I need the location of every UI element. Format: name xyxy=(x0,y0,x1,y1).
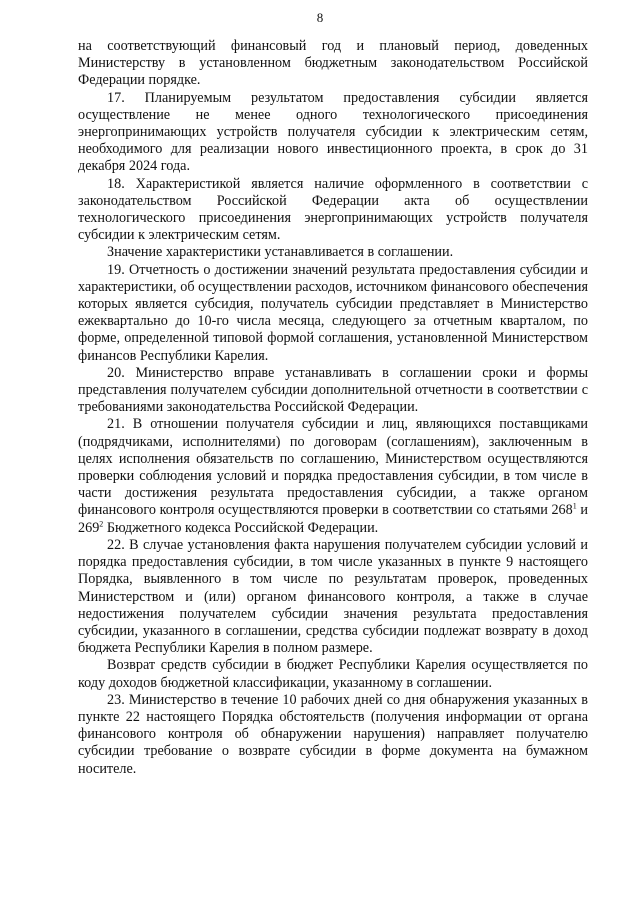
paragraph-22: 22. В случае установления факта нарушения получателем субсидии условий и порядка предоставления субсидии, в том числе указанных в пункте 9 настоящего Порядка, выявленного в том числе по результатам проверок, проведенных Министерством и (или) органом финансового контроля, а также в случае недостижения получателем субсидии значения результата предоставления субсидии, указанного в соглашении, средства субсидии подлежат возврату в доход бюджета Республики Карелия в полном размере. xyxy=(78,536,588,657)
paragraph-17: 17. Планируемым результатом предоставления субсидии является осуществление не менее одного технологического присоединения энергопринимающих устройств получателя субсидии к электрическим сетям, необходимого для реализации нового инвестиционного проекта, в срок до 31 декабря 2024 года. xyxy=(78,89,588,175)
paragraph-18: 18. Характеристикой является наличие оформленного в соответствии с законодательством Российской Федерации акта об осуществлении технологического присоединения энергопринимающих устройств получателя субсидии к электрическим сетям. xyxy=(78,175,588,244)
footnote-mark-1: 1 xyxy=(572,501,577,511)
paragraph-21 xyxy=(78,416,588,536)
paragraph-refund-code: Возврат средств субсидии в бюджет Республики Карелия осуществляется по коду доходов бюджетной классификации, указанному в соглашении. xyxy=(78,657,588,691)
paragraph-continuation: на соответствующий финансовый год и плановый период, доведенных Министерству в установленном бюджетным законодательством Российской Федерации порядке. xyxy=(78,38,588,89)
paragraph-21-text: 21. В отношении получателя субсидии и лиц, являющихся поставщиками (подрядчиками, исполнителями) по договорам (соглашениям), заключенным в целях исполнения обязательств по соглашению, Министерством осуществляются проверки соблюдения условий и порядка предоставления субсидии, в том числе в части достижения результата предоставления субсидии, а также органом финансового контроля осуществляются проверки в соответствии со статьями 268 xyxy=(78,416,588,519)
paragraph-20: 20. Министерство вправе устанавливать в соглашении сроки и формы представления получателем субсидии дополнительной отчетности в соответствии с требованиями законодательства Российской Федерации. xyxy=(78,364,588,416)
paragraph-19: 19. Отчетность о достижении значений результата предоставления субсидии и характеристики, об осуществлении расходов, источником финансового обеспечения которых является субсидия, получатель субсидии представляет в Министерство ежеквартально до 10-го числа месяца, следующего за отчетным кварталом, по форме, определенной типовой формой соглашения, установленной Министерством финансов Республики Карелия. xyxy=(78,261,588,364)
paragraph-characteristic-value: Значение характеристики устанавливается в соглашении. xyxy=(107,244,454,261)
footnote-mark-2: 2 xyxy=(99,518,104,528)
paragraph-23: 23. Министерство в течение 10 рабочих дней со дня обнаружения указанных в пункте 22 настоящего Порядка обстоятельств (получения информации от органа финансового контроля об обнаружении нарушения) направляет получателю субсидии требование о возврате субсидии в форме документа на бумажном носителе. xyxy=(78,691,588,777)
paragraph-21-mid: и 269 xyxy=(78,502,589,536)
document-body xyxy=(78,38,588,778)
page-number: 8 xyxy=(316,10,324,25)
paragraph-21-tail: Бюджетного кодекса Российской Федерации. xyxy=(103,519,379,536)
